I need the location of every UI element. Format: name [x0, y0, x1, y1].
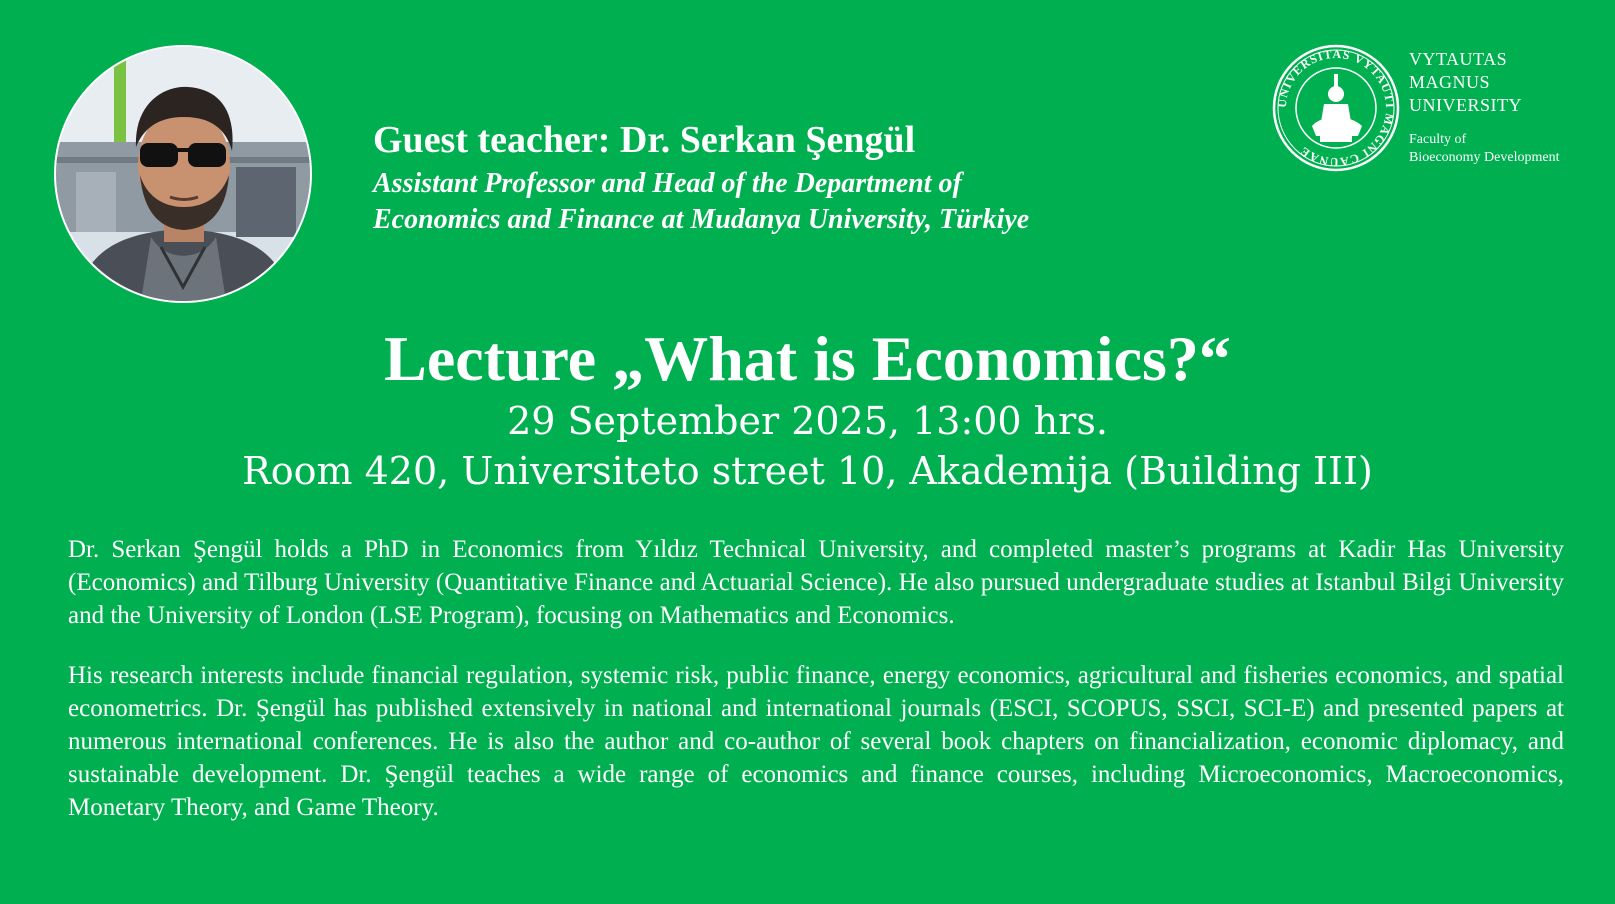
university-name-block — [1409, 48, 1609, 167]
bio-paragraph-education: Dr. Serkan Şengül holds a PhD in Economics from Yıldız Technical University, and completed master’s programs at Kadir Has University (Economics) and Tilburg University (Quantitative Finance and Actuarial Science). He also pursued undergraduate studies at Istanbul Bilgi University and the University of London (LSE Program), focusing on Mathematics and Economics. — [68, 536, 1564, 629]
university-seal-icon — [1272, 44, 1400, 172]
university-name-line-3: UNIVERSITY — [1409, 95, 1522, 115]
guest-teacher-role — [373, 166, 1173, 238]
speaker-photo-illustration — [56, 47, 310, 301]
guest-role-line-1: Assistant Professor and Head of the Department of — [373, 168, 962, 199]
faculty-name — [1409, 131, 1609, 167]
speaker-biography — [68, 533, 1564, 824]
university-seal-logo — [1272, 44, 1400, 172]
lecture-block — [0, 322, 1615, 496]
guest-role-line-2: Economics and Finance at Mudanya University, Türkiye — [373, 204, 1030, 235]
lecture-location: Room 420, Universiteto street 10, Akademija (Building III) — [242, 449, 1373, 493]
speaker-photo — [54, 45, 312, 303]
seal-ring-text: UNIVERSITAS VYTAUTI MAGNI CAUNAE — [1274, 46, 1398, 170]
faculty-name-line-1: Faculty of — [1409, 132, 1467, 147]
faculty-name-line-2: Bioeconomy Development — [1409, 150, 1560, 165]
bio-paragraph-research: His research interests include financial regulation, systemic risk, public finance, energy economics, agricultural and fisheries economics, and spatial econometrics. Dr. Şengül has published extensively in national and international journals (ESCI, SCOPUS, SSCI, SCI-E) and presented papers at numerous international conferences. He is also the author and co-author of several book chapters on financialization, economic diplomacy, and sustainable development. Dr. Şengül teaches a wide range of economics and finance courses, including Microeconomics, Macroeconomics, Monetary Theory, and Game Theory. — [68, 662, 1564, 821]
guest-teacher-title: Guest teacher: Dr. Serkan Şengül — [373, 119, 916, 161]
lecture-date: 29 September 2025, 13:00 hrs. — [507, 399, 1108, 443]
university-name-line-1: VYTAUTAS — [1409, 49, 1508, 69]
guest-teacher-block — [373, 118, 1173, 238]
lecture-title: Lecture „What is Economics?“ — [384, 323, 1231, 394]
university-name — [1409, 48, 1609, 117]
university-name-line-2: MAGNUS — [1409, 72, 1491, 92]
